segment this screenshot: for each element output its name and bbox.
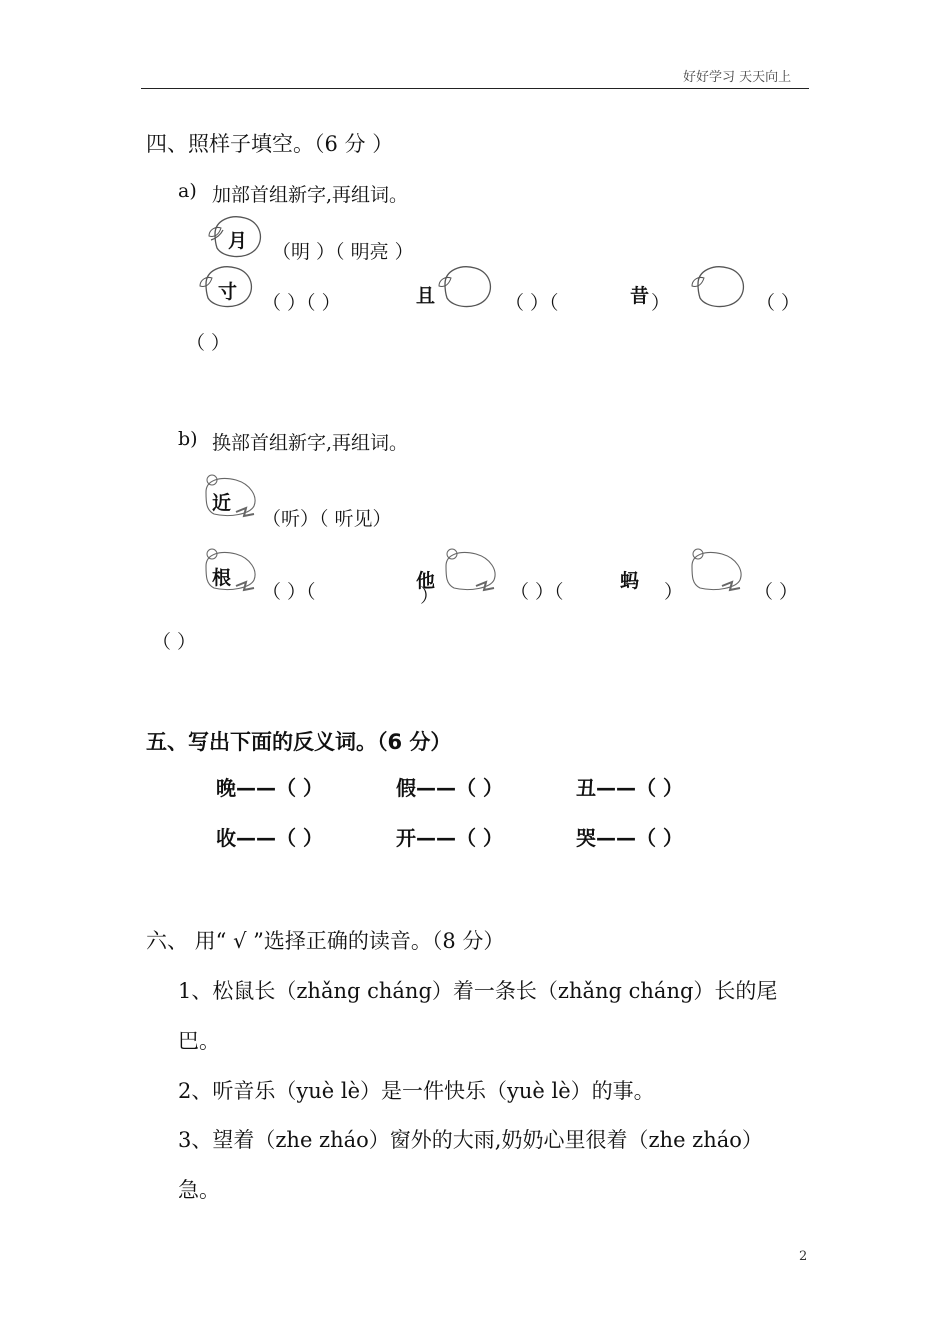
- wrap-blank-b: （ ）: [152, 631, 197, 653]
- item-blank-tail: （ ）: [756, 292, 801, 314]
- antonym-item: 丑——（ ）: [576, 776, 683, 800]
- question-line: 1、松鼠长（zhǎng cháng）着一条长（zhǎng cháng）长的尾: [178, 979, 778, 1003]
- example-char-yue: 月: [228, 230, 248, 252]
- item-close-xi: ）: [651, 292, 671, 314]
- example-answer-b: （听）（ 听见）: [262, 508, 392, 530]
- item-close-ma: ）: [664, 581, 684, 603]
- item-blank-gen: （ ）（: [262, 581, 316, 603]
- wrap-blank-a: （ ）: [186, 332, 231, 354]
- item-blank-qie: （ ）（: [505, 292, 559, 314]
- page-header: 好好学习 天天向上: [683, 70, 792, 85]
- apple-icon: [690, 262, 750, 310]
- header-rule: [141, 88, 809, 89]
- item-char-ma: 蚂: [620, 570, 640, 592]
- question-line: 巴。: [178, 1029, 220, 1053]
- antonym-item: 开——（ ）: [396, 826, 503, 850]
- page-number: 2: [799, 1249, 808, 1264]
- section4b-instruction: 换部首组新字,再组词。: [212, 432, 409, 454]
- example-char-jin: 近: [212, 492, 232, 514]
- section4b-label: b): [178, 428, 198, 450]
- apple-icon: [437, 262, 497, 310]
- mouse-icon: [200, 546, 264, 598]
- item-char-gen: 根: [212, 567, 232, 589]
- example-answer-a: （明 ）（ 明亮 ）: [272, 241, 414, 263]
- mouse-icon: [200, 472, 264, 524]
- item-blank-cun: （ ）（ ）: [262, 292, 341, 314]
- section4-title: 四、照样子填空。（6 分 ）: [146, 132, 394, 156]
- section4a-label: a): [178, 180, 197, 202]
- question-line: 2、听音乐（yuè lè）是一件快乐（yuè lè）的事。: [178, 1079, 655, 1103]
- antonym-item: 假——（ ）: [396, 776, 503, 800]
- item-char-ta: 他: [416, 570, 436, 592]
- question-line: 急。: [178, 1178, 220, 1202]
- mouse-icon: [440, 546, 504, 598]
- item-char-cun: 寸: [218, 281, 238, 303]
- item-blank-tail-b: （ ）: [754, 581, 799, 603]
- antonym-item: 收——（ ）: [216, 826, 323, 850]
- section5-title: 五、写出下面的反义词。（6 分）: [146, 730, 452, 754]
- question-line: 3、望着（zhe zháo）窗外的大雨,奶奶心里很着（zhe zháo）: [178, 1128, 763, 1152]
- antonym-item: 晚——（ ）: [216, 776, 323, 800]
- mouse-icon: [686, 546, 750, 598]
- antonym-item: 哭——（ ）: [576, 826, 683, 850]
- item-close-ta: ）: [420, 585, 440, 607]
- item-char-xi: 昔: [630, 285, 650, 307]
- item-blank-ta: （ ）（: [510, 581, 564, 603]
- item-char-qie: 且: [416, 285, 436, 307]
- section4a-instruction: 加部首组新字,再组词。: [212, 184, 409, 206]
- section6-title: 六、 用“ √ ”选择正确的读音。（8 分）: [146, 929, 505, 953]
